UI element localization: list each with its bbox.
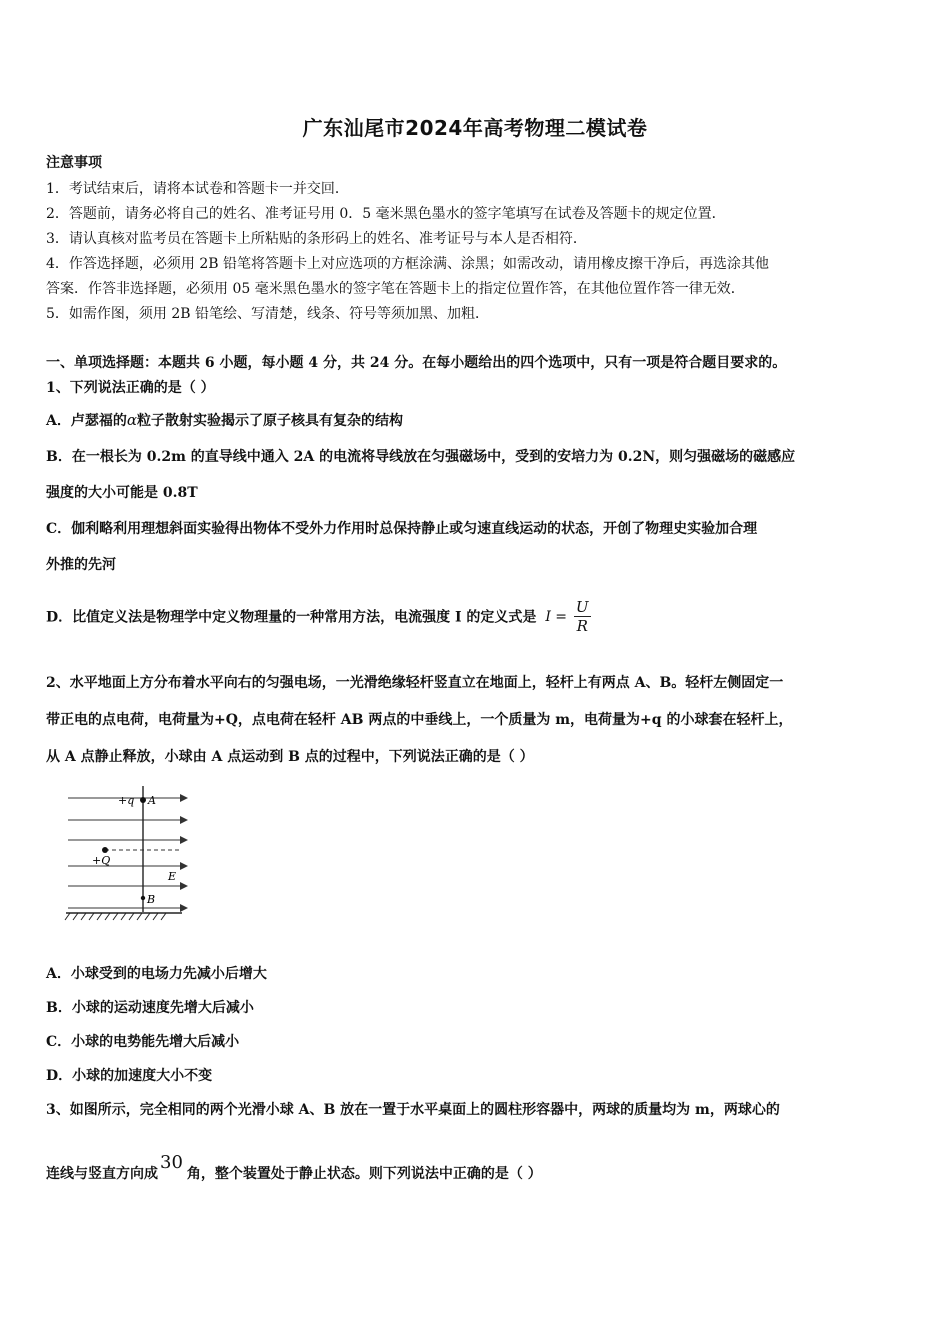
question-2-option-b: B．小球的运动速度先增大后减小: [46, 1000, 254, 1016]
option-d-text: D．比值定义法是物理学中定义物理量的一种常用方法，电流强度 I 的定义式是: [46, 609, 537, 626]
point-charge-Q: [102, 847, 108, 853]
question-1-option-d: [46, 598, 591, 635]
question-2-stem-line1: 2、水平地面上方分布着水平向右的匀强电场，一光滑绝缘轻杆竖直立在地面上，轻杆上有两点 A、B。轻杆左侧固定一: [46, 675, 784, 691]
question-2-option-a: A．小球受到的电场力先减小后增大: [46, 966, 267, 982]
fraction-denominator: R: [576, 617, 588, 635]
question-1-option-c-cont: 外推的先河: [46, 557, 116, 573]
question-2-option-c: C．小球的电势能先增大后减小: [46, 1034, 240, 1050]
label-e: E: [168, 870, 177, 883]
ball-q: [140, 797, 146, 803]
question-1-option-a: [46, 410, 403, 430]
label-Q: +Q: [92, 854, 111, 867]
field-lines: [68, 798, 187, 908]
fraction-numerator: U: [575, 598, 589, 616]
question-1-stem: 1、下列说法正确的是（ ）: [46, 380, 215, 396]
question-1-option-b: B．在一根长为 0.2m 的直导线中通入 2A 的电流将导线放在匀强磁场中，受到的安培力为 0.2N，则匀强磁场的磁感应: [46, 449, 796, 465]
angle-value: 30: [160, 1152, 183, 1173]
label-b: B: [147, 893, 156, 906]
question-1-option-b-cont: 强度的大小可能是 0.8T: [46, 485, 198, 501]
question-2-stem-line3: 从 A 点静止释放，小球由 A 点运动到 B 点的过程中，下列说法正确的是（ ）: [46, 749, 534, 765]
question-3-stem-line1: 3、如图所示，完全相同的两个光滑小球 A、B 放在一置于水平桌面上的圆柱形容器中，两球的质量均为 m，两球心的: [46, 1102, 780, 1118]
label-a: A: [148, 794, 156, 807]
notice-item: 2．答题前，请务必将自己的姓名、准考证号用 0．5 毫米黑色墨水的签字笔填写在试卷及答题卡的规定位置．: [46, 206, 726, 222]
label-q: +q: [118, 794, 135, 807]
point-b: [141, 896, 145, 900]
formula-fraction: [574, 598, 591, 635]
alpha-symbol: α: [126, 411, 138, 429]
formula-lhs: I =: [545, 608, 568, 625]
question-3-stem-line2: [46, 1152, 542, 1183]
q3-text-pre: 连线与竖直方向成: [46, 1166, 158, 1182]
option-a-prefix: A．卢瑟福的: [46, 413, 127, 429]
notice-item: 5．如需作图，须用 2B 铅笔绘、写清楚，线条、符号等须加黑、加粗．: [46, 306, 490, 322]
electric-field-figure: [62, 782, 197, 928]
page-title: 广东汕尾市2024年高考物理二模试卷: [302, 116, 648, 140]
notice-heading: 注意事项: [46, 155, 102, 171]
notice-item: 答案．作答非选择题，必须用 05 毫米黑色墨水的签字笔在答题卡上的指定位置作答，在其他位置作答一律无效．: [46, 281, 745, 297]
question-1-option-c: C．伽利略利用理想斜面实验得出物体不受外力作用时总保持静止或匀速直线运动的状态，开创了物理史实验加合理: [46, 521, 758, 537]
notice-item: 3．请认真核对监考员在答题卡上所粘贴的条形码上的姓名、准考证号与本人是否相符．: [46, 231, 587, 247]
q3-text-post: 角，整个装置处于静止状态。则下列说法中正确的是（ ）: [186, 1166, 542, 1182]
ground-hatch: [65, 913, 166, 920]
notice-item: 4．作答选择题，必须用 2B 铅笔将答题卡上对应选项的方框涂满、涂黑；如需改动，请用橡皮擦干净后，再选涂其他: [46, 256, 769, 272]
question-2-option-d: D．小球的加速度大小不变: [46, 1068, 213, 1084]
question-2-stem-line2: 带正电的点电荷，电荷量为+Q，点电荷在轻杆 AB 两点的中垂线上，一个质量为 m，电荷量为+q 的小球套在轻杆上，: [46, 712, 793, 728]
notice-item: 1．考试结束后，请将本试卷和答题卡一并交回．: [46, 181, 349, 197]
option-a-suffix: 粒子散射实验揭示了原子核具有复杂的结构: [137, 413, 404, 429]
section-heading: 一、单项选择题：本题共 6 小题，每小题 4 分，共 24 分。在每小题给出的四个选项中，只有一项是符合题目要求的。: [46, 355, 787, 371]
